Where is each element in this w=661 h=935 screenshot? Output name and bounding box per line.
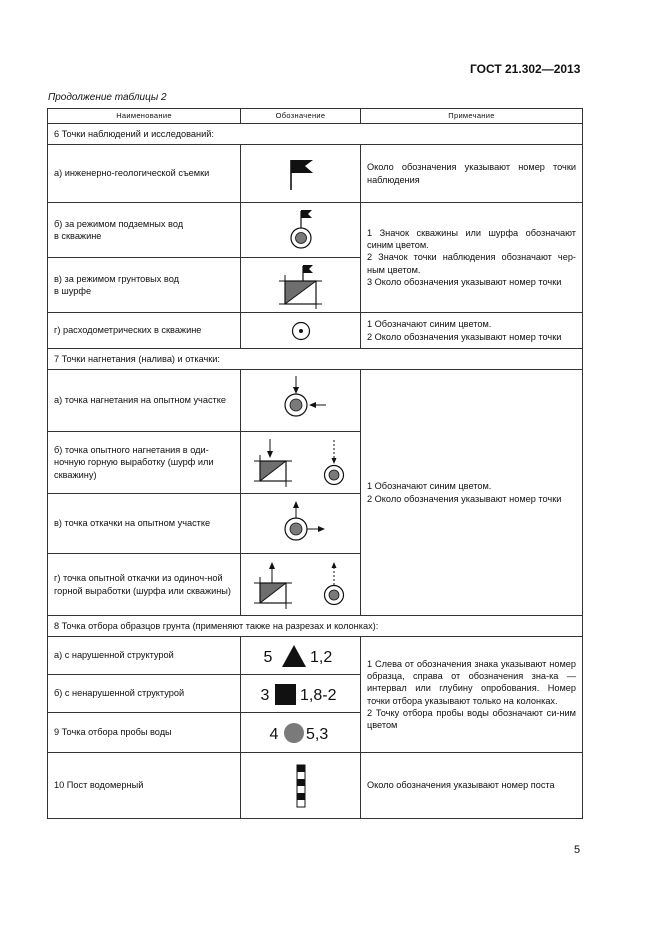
- disturbed-sample-icon: [246, 641, 356, 671]
- header-note: Примечание: [361, 109, 583, 124]
- table-row: [48, 753, 583, 819]
- table-row: [48, 313, 583, 349]
- survey-flag-icon: [281, 154, 321, 194]
- row-7a-name: а) точка нагнетания на опытном участке: [48, 370, 241, 432]
- row-8b-name: б) с ненарушенной структурой: [48, 675, 241, 713]
- sample-interval: 5,3: [305, 725, 328, 743]
- section-7-title: 7 Точки нагнетания (налива) и откачки:: [48, 349, 583, 370]
- row-6v-symbol: [241, 258, 361, 313]
- pit-observation-icon: [276, 260, 326, 310]
- row-8a-name: а) с нарушенной структурой: [48, 637, 241, 675]
- row-9-symbol: [241, 713, 361, 753]
- row-10-symbol: [241, 753, 361, 819]
- document-code: ГОСТ 21.302—2013: [470, 62, 581, 76]
- injection-point-icon: [271, 373, 331, 428]
- row-6bv-note: 1 Значок скважины или шурфа обозначают синим цветом. 2 Значок точки наблюдения обозначают чер-ным цветом. 3 Около обозначения указывают номер точки: [361, 203, 583, 313]
- row-6a-note: Около обозначения указывают номер точки наблюдения: [361, 145, 583, 203]
- row-7v-name: в) точка откачки на опытном участке: [48, 494, 241, 554]
- section-8-note: 1 Слева от обозначения знака указывают номер образца, справа от обозначения зна-ка — интервал или глубину опробования. Номер точки отбора указывают только на колонках. 2 Точку отбора пробы воды обозначают си-ним цветом: [361, 637, 583, 753]
- row-8a-symbol: [241, 637, 361, 675]
- undisturbed-sample-icon: [246, 679, 356, 709]
- triangle-icon: [282, 645, 306, 667]
- flowmeter-well-icon: [286, 316, 316, 346]
- section-6-title: 6 Точки наблюдений и исследований:: [48, 124, 583, 145]
- sample-interval: 1,2: [309, 648, 332, 666]
- row-7a-symbol: [241, 370, 361, 432]
- sample-interval: 1,8-2: [299, 686, 336, 704]
- table-row: [48, 203, 583, 258]
- sample-number: 4: [269, 725, 278, 743]
- table-header-row: [48, 109, 583, 124]
- table-row: [48, 145, 583, 203]
- well-observation-icon: [281, 205, 321, 255]
- section-8-title: 8 Точка отбора образцов грунта (применяют также на разрезах и колонках):: [48, 616, 583, 637]
- table-row: [48, 637, 583, 675]
- section-7-note: 1 Обозначают синим цветом. 2 Около обозначения указывают номер точки: [361, 370, 583, 616]
- square-icon: [275, 684, 296, 705]
- water-point-icon: [284, 723, 304, 743]
- row-6g-symbol: [241, 313, 361, 349]
- table-row: [48, 370, 583, 432]
- row-6b-symbol: [241, 203, 361, 258]
- single-pumping-icon: [246, 557, 356, 612]
- section-7-row: [48, 349, 583, 370]
- row-6a-symbol: [241, 145, 361, 203]
- row-10-name: 10 Пост водомерный: [48, 753, 241, 819]
- sample-number: 5: [263, 648, 272, 666]
- row-6g-note: 1 Обозначают синим цветом. 2 Около обозначения указывают номер точки: [361, 313, 583, 349]
- row-8b-symbol: [241, 675, 361, 713]
- row-7b-symbol: [241, 432, 361, 494]
- header-name: Наименование: [48, 109, 241, 124]
- row-10-note: Около обозначения указывают номер поста: [361, 753, 583, 819]
- water-sample-icon: [246, 718, 356, 748]
- row-7b-name: б) точка опытного нагнетания в оди-ночную горную выработку (шурф или скважину): [48, 432, 241, 494]
- single-injection-icon: [246, 435, 356, 490]
- table-caption: Продолжение таблицы 2: [48, 92, 167, 103]
- header-symbol: Обозначение: [241, 109, 361, 124]
- water-gauge-icon: [291, 761, 311, 811]
- row-6v-name: в) за режимом грунтовых вод в шурфе: [48, 258, 241, 313]
- row-7g-name: г) точка опытной откачки из одиноч-ной горной выработки (шурфа или скважины): [48, 554, 241, 616]
- row-9-name: 9 Точка отбора пробы воды: [48, 713, 241, 753]
- symbols-table: [47, 108, 583, 819]
- section-6-row: [48, 124, 583, 145]
- row-7g-symbol: [241, 554, 361, 616]
- page-number: 5: [574, 844, 581, 856]
- row-6a-name: а) инженерно-геологической съемки: [48, 145, 241, 203]
- row-6g-name: г) расходометрических в скважине: [48, 313, 241, 349]
- pumping-point-icon: [271, 496, 331, 551]
- row-7v-symbol: [241, 494, 361, 554]
- row-6b-name: б) за режимом подземных вод в скважине: [48, 203, 241, 258]
- sample-number: 3: [260, 686, 269, 704]
- section-8-row: [48, 616, 583, 637]
